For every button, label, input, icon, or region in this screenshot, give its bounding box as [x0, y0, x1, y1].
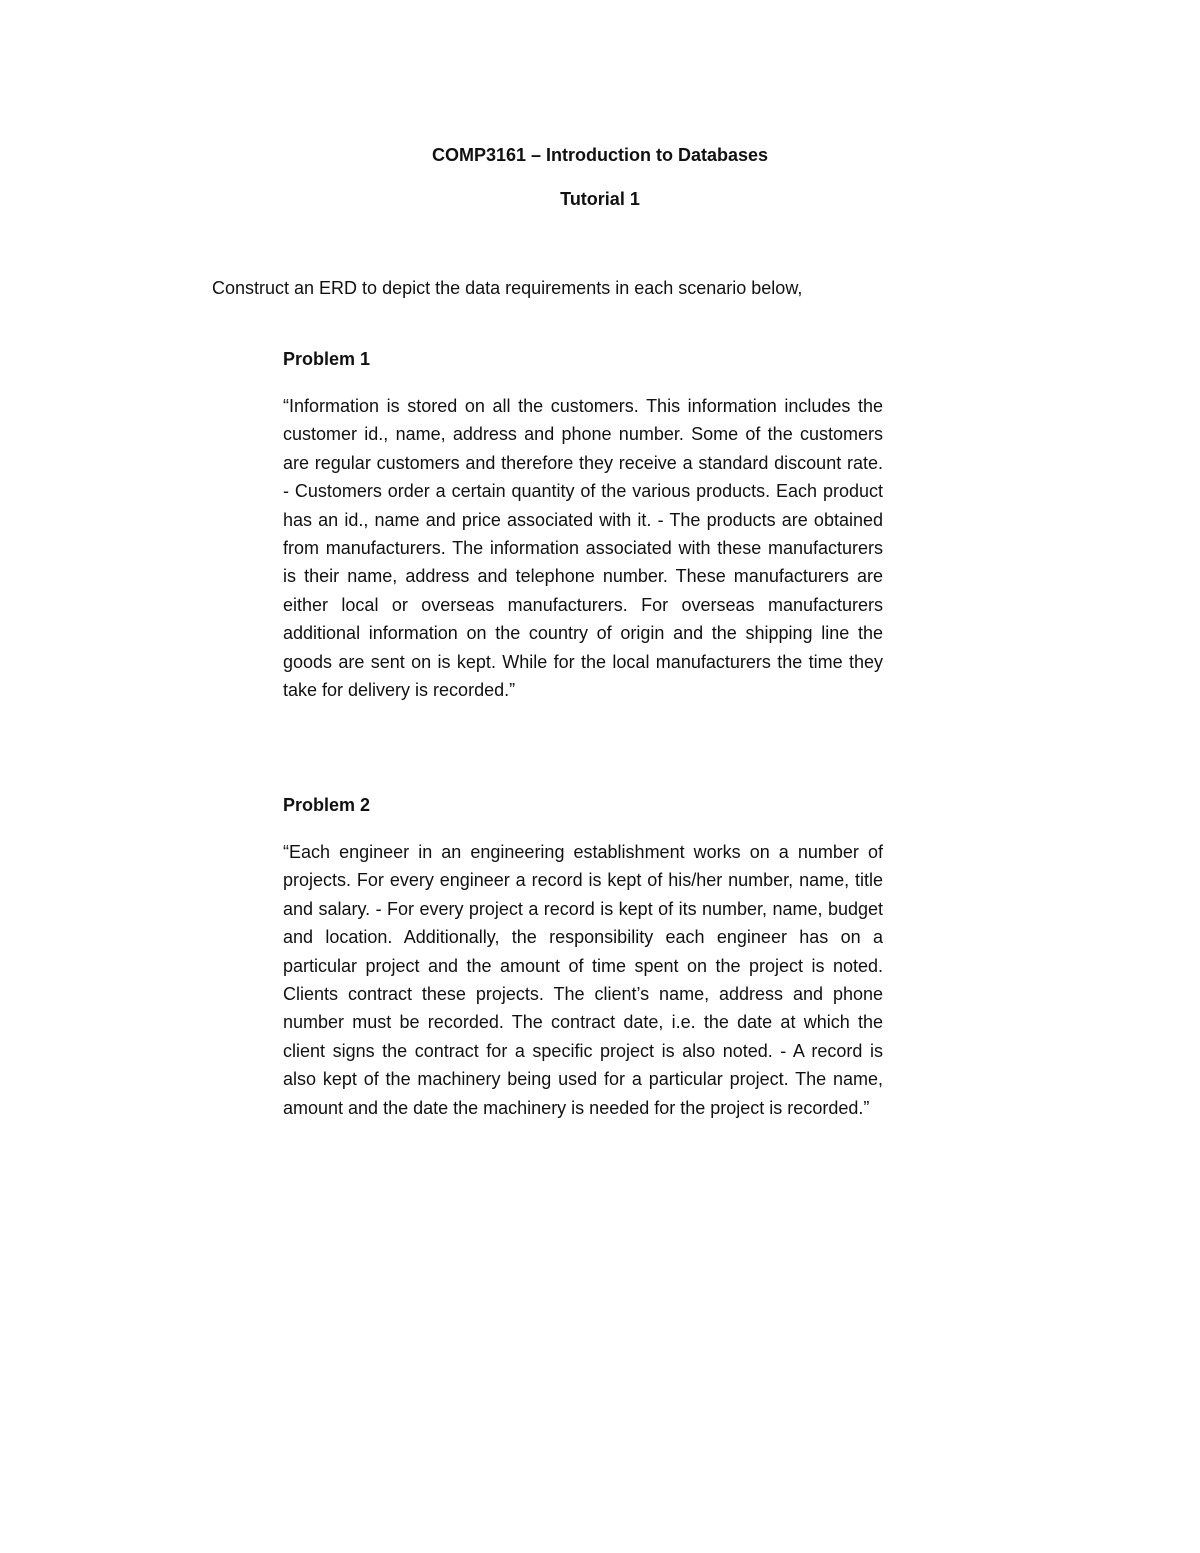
problem-section-1 [283, 347, 883, 704]
document-title: COMP3161 – Introduction to Databases [431, 145, 769, 165]
problem-heading: Problem 1 [283, 349, 371, 369]
problem-section-2 [283, 793, 883, 1122]
problem-text: “Each engineer in an engineering establishment works on a number of projects. For every engineer a record is kept of his/her number, name, title and salary. - For every project a record is kept of its number, name, budget and location. Additionally, the responsibility each engineer has on a particular project and the amount of time spent on the project is noted. Clients contract these projects. The client’s name, address and phone number must be recorded. The contract date, i.e. the date at which the client signs the contract for a specific project is also noted. - A record is also kept of the machinery being used for a particular project. The name, amount and the date the machinery is needed for the project is recorded.” [283, 842, 883, 1118]
instruction-text: Construct an ERD to depict the data requirements in each scenario below, [212, 278, 803, 298]
document-subtitle: Tutorial 1 [560, 189, 640, 209]
problem-heading: Problem 2 [283, 795, 371, 815]
problem-text: “Information is stored on all the customers. This information includes the customer id., name, address and phone number. Some of the customers are regular customers and therefore they receive a standard discount rate. - Customers order a certain quantity of the various products. Each product has an id., name and price associated with it. - The products are obtained from manufacturers. The information associated with these manufacturers is their name, address and telephone number. These manufacturers are either local or overseas manufacturers. For overseas manufacturers additional information on the country of origin and the shipping line the goods are sent on is kept. While for the local manufacturers the time they take for delivery is recorded.” [283, 396, 883, 701]
